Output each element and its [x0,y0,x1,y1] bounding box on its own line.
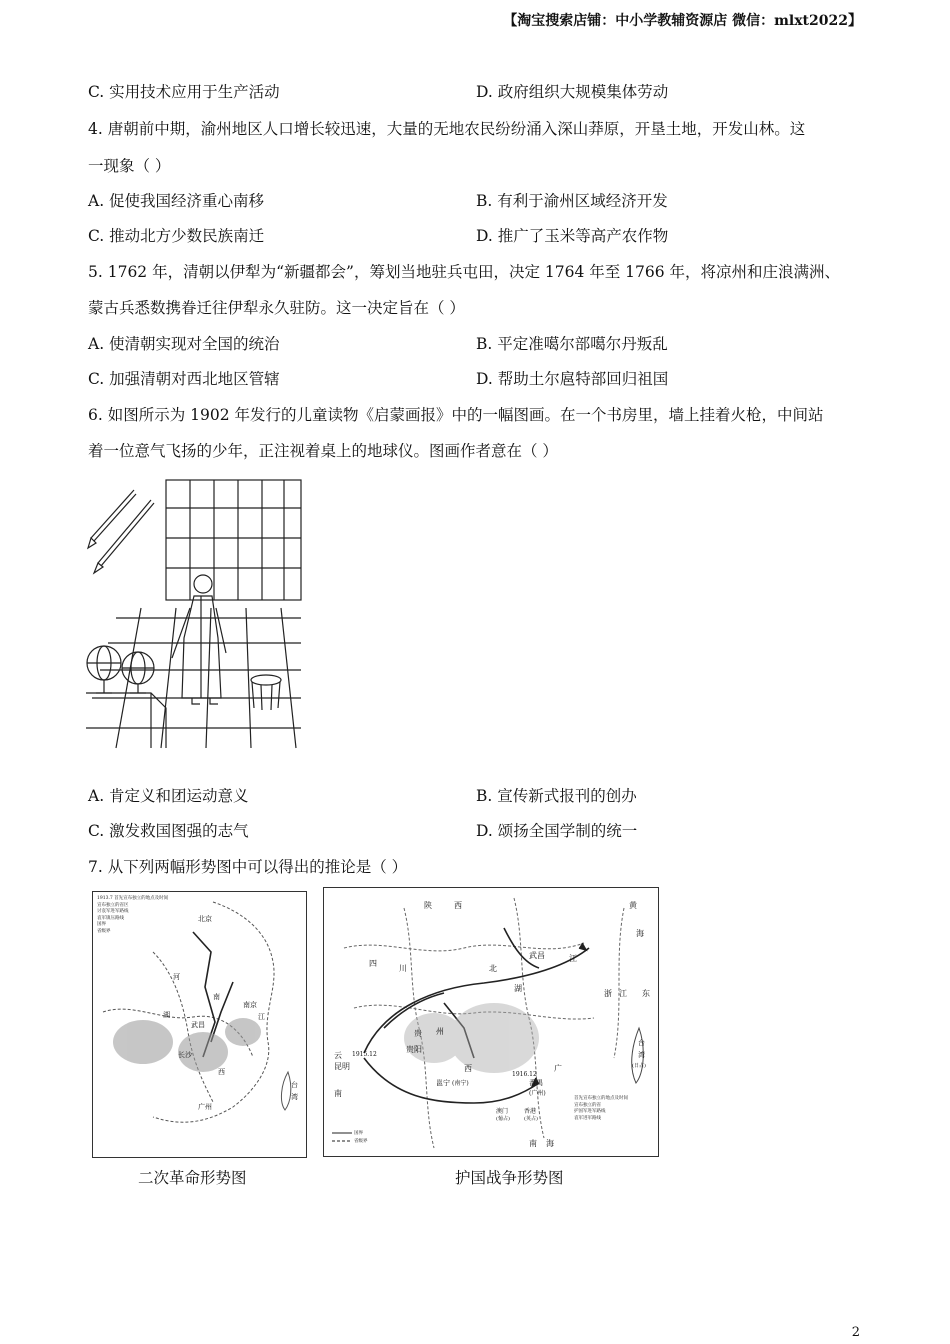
map1-label-7: 河 [173,973,180,981]
map2-label-18: 昆明 [334,1062,350,1071]
map2-label-31: (葡占) [496,1116,510,1122]
q5-option-c: C. 加强清朝对西北地区管辖 [88,370,280,388]
map1-legend-1: 宣布独立的省区 [97,902,129,908]
map2-label-11: 黄 [629,901,637,910]
map2-label-17: 南 [334,1089,342,1098]
second-revolution-map [92,891,307,1158]
map2-label-35: 海 [546,1139,554,1148]
map1-label-11: 湾 [291,1093,298,1101]
q5-stem-line2: 蒙古兵悉数携眷迁往伊犁永久驻防。这一决定旨在（ ） [88,299,465,317]
map2-label-34: 南 [529,1139,537,1148]
map2-label-16: 云 [334,1051,342,1060]
map2-label-32: 香港 [524,1108,537,1115]
q3-option-d: D. 政府组织大规模集体劳动 [476,83,669,101]
map2-label-4: 湖 [514,984,522,993]
national-protection-war-map [323,887,659,1157]
q6-stem-line2: 着一位意气飞扬的少年，正注视着桌上的地球仪。图画作者意在（ ） [88,442,558,460]
map2-label-1: 西 [454,901,462,910]
map2-label-10: 东 [642,989,650,998]
map2-legend-4: 国界 [354,1131,363,1136]
map2-label-28: 湾 [638,1051,645,1059]
study-room-illustration [86,478,304,753]
q4-option-a: A. 促使我国经济重心南移 [88,192,265,210]
map1-legend-3: 袁军镇压路线 [97,915,124,921]
map2-legend-2: 护国军进军路线 [574,1109,606,1114]
map1-legend-5: 省级界 [97,928,111,934]
map1-label-2: 武昌 [191,1021,205,1029]
map2-label-22: (南宁) [452,1080,469,1087]
map2-legend-5: 省级界 [354,1139,368,1144]
map1-label-6: 南 [213,993,220,1001]
map2-label-27: 台 [638,1039,645,1047]
map1-label-4: 广州 [198,1103,212,1111]
q7-stem: 7. 从下列两幅形势图中可以得出的推论是（ ） [88,858,408,876]
map2-label-25: 广 [554,1064,562,1073]
map2-legend-0: 首先宣布独立的地点及时间 [574,1096,628,1101]
q3-option-c: C. 实用技术应用于生产活动 [88,83,280,101]
q6-stem-line1: 6. 如图所示为 1902 年发行的儿童读物《启蒙画报》中的一幅图画。在一个书房里，墙上挂着火枪，中间站 [88,406,824,424]
map2-label-5: 北 [489,964,497,973]
map2-label-13: 贵 [414,1029,422,1038]
q5-stem-line1: 5. 1762 年，清朝以伊犁为“新疆都会”，筹划当地驻兵屯田，决定 1764 年至 1766 年，将凉州和庄浪满洲、 [88,263,841,281]
map2-label-7: 江 [569,954,577,963]
map2-label-24: (广州) [529,1090,546,1097]
map2-label-3: 川 [399,964,407,973]
map2-label-0: 陕 [424,901,432,910]
map1-label-5: 湖 [163,1011,170,1019]
q6-option-c: C. 激发救国图强的志气 [88,822,249,840]
map2-label-9: 江 [619,989,627,998]
q5-option-a: A. 使清朝实现对全国的统治 [88,335,280,353]
map1-legend-4: 国界 [97,922,106,927]
map1-label-9: 西 [218,1068,225,1076]
map1-legend-2: 讨袁军进军路线 [97,909,129,914]
map2-label-6: 武昌 [529,951,545,960]
map2-legend-1: 宣布独立的省 [574,1102,601,1108]
q4-option-b: B. 有利于渝州区域经济开发 [476,192,668,210]
map2-label-19: 1915.12 [352,1051,377,1058]
map2-label-20: 1916.12 [512,1071,537,1078]
q4-stem-line2: 一现象（ ） [88,157,171,175]
map2-label-30: 澳门 [496,1108,509,1115]
q4-option-d: D. 推广了玉米等高产农作物 [476,227,669,245]
map2-label-26: 西 [464,1064,472,1073]
q6-option-d: D. 颂扬全国学制的统一 [476,822,638,840]
map1-legend-0: 1913.7 首先宣布独立的地点及时间 [97,896,169,901]
map1-label-3: 长沙 [178,1051,192,1059]
q6-option-b: B. 宣传新式报刊的创办 [476,787,637,805]
map2-label-33: (英占) [524,1116,538,1122]
q4-stem-line1: 4. 唐朝前中期，渝州地区人口增长较迅速，大量的无地农民纷纷涌入深山莽原，开垦土地，开发山林。这 [88,120,806,138]
page-number: 2 [851,1325,860,1340]
map2-label-29: (日占) [632,1063,646,1069]
map1-label-1: 南京 [243,1001,257,1009]
map2-label-23: 番禺 [529,1079,543,1087]
map2-label-12: 海 [636,929,644,938]
map2-label-14: 州 [436,1027,444,1036]
map2-label-15: 贵阳 [406,1045,422,1054]
page-header: 【淘宝搜索店铺：中小学教辅资源店 微信：mlxt2022】 [503,13,862,29]
map1-caption: 二次革命形势图 [138,1169,247,1187]
map1-label-8: 江 [258,1013,265,1021]
q4-option-c: C. 推动北方少数民族南迁 [88,227,265,245]
q5-option-d: D. 帮助土尔扈特部回归祖国 [476,370,669,388]
map2-caption: 护国战争形势图 [455,1169,564,1187]
map2-legend-3: 袁军进军路线 [574,1115,601,1121]
map2-label-21: 邕宁 [436,1079,450,1087]
q6-option-a: A. 肯定义和团运动意义 [88,787,249,805]
map1-label-0: 北京 [198,915,212,923]
map2-label-2: 四 [369,959,377,968]
map2-label-8: 浙 [604,989,612,998]
map1-label-10: 台 [291,1081,298,1089]
q5-option-b: B. 平定准噶尔部噶尔丹叛乱 [476,335,668,353]
